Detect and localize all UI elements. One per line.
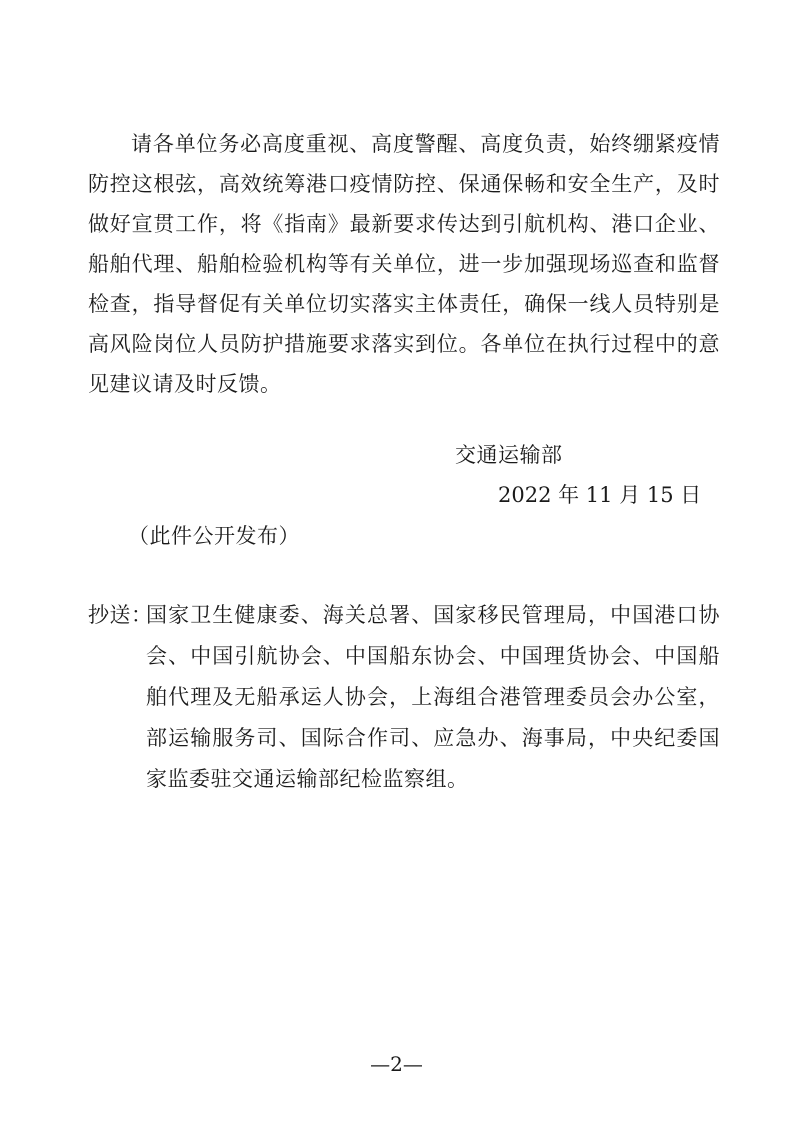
- body-paragraph: 请各单位务必高度重视、高度警醒、高度负责，始终绷紧疫情防控这根弦，高效统筹港口疫情防控、保通保畅和安全生产，及时做好宣贯工作，将《指南》最新要求传达到引航机构、港口企业、船舶代理、船舶检验机构等有关单位，进一步加强现场巡查和监督检查，指导督促有关单位切实落实主体责任，确保一线人员特别是高风险岗位人员防护措施要求落实到位。各单位在执行过程中的意见建议请及时反馈。: [88, 132, 720, 396]
- page-number: —2—: [370, 1052, 423, 1076]
- signature-date: 2022 年 11 月 15 日: [498, 483, 702, 507]
- cc-label: 抄送：: [88, 603, 153, 627]
- signature-organization: 交通运输部: [455, 443, 563, 467]
- cc-recipients: 国家卫生健康委、海关总署、国家移民管理局，中国港口协会、中国引航协会、中国船东协会、中国理货协会、中国船舶代理及无船承运人协会，上海组合港管理委员会办公室，部运输服务司、国际合作司、应急办、海事局，中央纪委国家监委驻交通运输部纪检监察组。: [146, 603, 720, 791]
- release-note: （此件公开发布）: [128, 524, 300, 548]
